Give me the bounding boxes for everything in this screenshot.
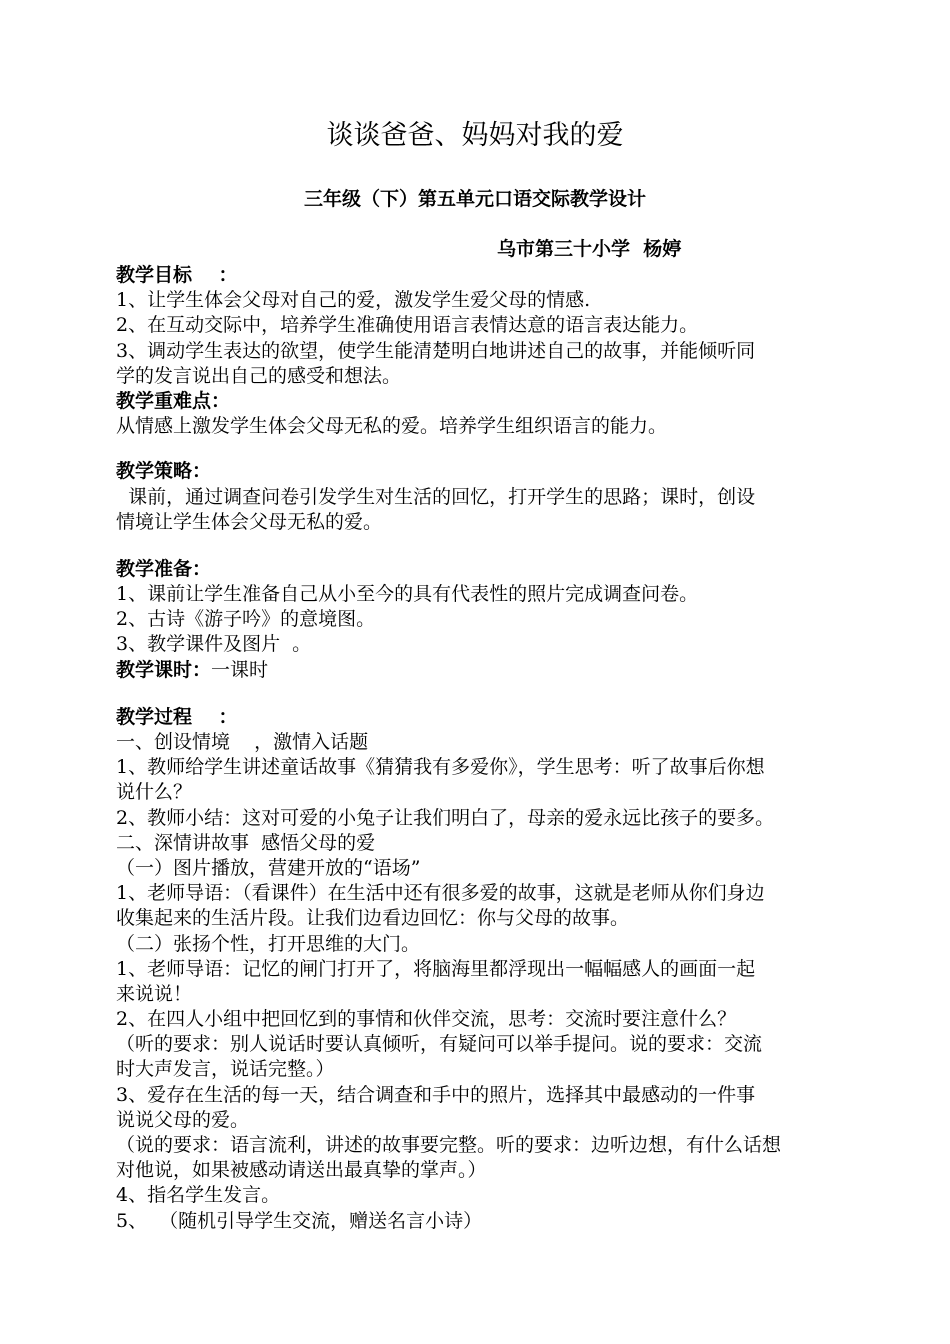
goals-line: 1、让学生体会父母对自己的爱，激发学生爱父母的情感. (116, 289, 591, 312)
keypoints-line: 从情感上激发学生体会父母无私的爱。培养学生组织语言的能力。 (116, 415, 668, 438)
document-subtitle: 三年级（下）第五单元口语交际教学设计 (303, 188, 646, 210)
process-line: （二）张扬个性，打开思维的大门。 (116, 932, 421, 955)
process-line: （说的要求：语言流利，讲述的故事要完整。听的要求：边听边想，有什么话想 (116, 1134, 782, 1156)
section-heading-period: 教学课时： (116, 658, 212, 681)
strategy-line: 课前，通过调查问卷引发学生对生活的回忆，打开学生的思路；课时，创设 (116, 485, 756, 508)
process-line: 说说父母的爱。 (116, 1108, 250, 1131)
process-line: 1、老师导语：记忆的闸门打开了，将脑海里都浮现出一幅幅感人的画面一起 (116, 957, 756, 980)
section-heading-keypoints: 教学重难点： (116, 389, 231, 412)
section-heading-strategy: 教学策略： (116, 460, 212, 483)
document-title: 谈谈爸爸、妈妈对我的爱 (326, 120, 624, 151)
section-heading-goals: 教学目标 ： (116, 264, 238, 286)
prep-line: 3、教学课件及图片 。 (116, 633, 312, 656)
spacer (116, 439, 861, 459)
process-line: 说什么？ (116, 781, 193, 804)
process-line: 来说说！ (116, 982, 193, 1005)
prep-line: 1、课前让学生准备自己从小至今的具有代表性的照片完成调查问卷。 (116, 583, 699, 606)
process-line: 2、教师小结：这对可爱的小兔子让我们明白了，母亲的爱永远比孩子的要多。 (116, 806, 775, 829)
goals-line: 2、在互动交际中，培养学生准确使用语言表情达意的语言表达能力。 (116, 314, 699, 337)
process-line: 5、 （随机引导学生交流，赠送名言小诗） (116, 1209, 483, 1232)
process-line: （一）图片播放，营建开放的“语场” (116, 856, 421, 879)
process-line: 时大声发言，说话完整。） (116, 1058, 335, 1081)
process-line: 对他说，如果被感动请送出最真挚的掌声。） (116, 1159, 487, 1182)
goals-line: 学的发言说出自己的感受和想法。 (116, 364, 402, 387)
section-heading-prep: 教学准备： (116, 557, 212, 580)
author-line: 乌市第三十小学 杨婷 (497, 238, 682, 260)
process-line: 1、老师导语：（看课件）在生活中还有很多爱的故事，这就是老师从你们身边 (116, 882, 765, 905)
prep-line: 2、古诗《游子吟》的意境图。 (116, 608, 376, 631)
process-line: （听的要求：别人说话时要认真倾听，有疑问可以举手提问。说的要求：交流 (116, 1033, 763, 1056)
spacer (116, 683, 861, 705)
process-line: 4、指名学生发言。 (116, 1184, 281, 1207)
document-body (116, 263, 861, 1234)
process-line: 2、在四人小组中把回忆到的事情和伙伴交流，思考：交流时要注意什么？ (116, 1008, 737, 1031)
process-line: 3、爱存在生活的每一天，结合调查和手中的照片，选择其中最感动的一件事 (116, 1083, 756, 1106)
process-line: 1、教师给学生讲述童话故事《猜猜我有多爱你》，学生思考：听了故事后你想 (116, 756, 765, 779)
period-line (116, 658, 861, 683)
section-heading-process: 教学过程 ： (116, 705, 238, 728)
spacer (116, 535, 861, 557)
goals-line: 3、调动学生表达的欲望，使学生能清楚明白地讲述自己的故事，并能倾听同 (116, 339, 756, 362)
process-line: 二、深情讲故事 感悟父母的爱 (116, 831, 376, 854)
process-line: 一、创设情境 ，激情入话题 (116, 731, 369, 753)
process-line: 收集起来的生活片段。让我们边看边回忆：你与父母的故事。 (116, 907, 630, 930)
period-value: 一课时 (211, 658, 269, 681)
strategy-line: 情境让学生体会父母无私的爱。 (116, 510, 383, 533)
